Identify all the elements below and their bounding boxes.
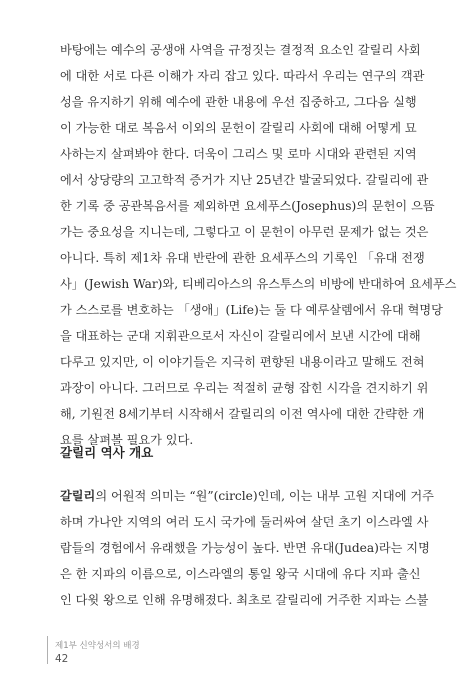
text-line: 에 대한 서로 다른 이해가 자리 잡고 있다. 따라서 우리는 연구의 객관	[60, 69, 425, 83]
text-line: 사하는지 살펴봐야 한다. 더욱이 그리스 및 로마 시대와 관련된 지역	[60, 147, 417, 161]
text-line: 과장이 아니다. 그러므로 우리는 적절히 균형 잡힌 시각을 견지하기 위	[60, 381, 429, 395]
text-line: 람들의 경험에서 유래했을 가능성이 높다. 반면 유대(Judea)라는 지명	[60, 541, 430, 555]
text-line: 을 대표하는 군대 지휘관으로서 자신이 갈릴리에서 보낸 시간에 대해	[60, 329, 421, 343]
text-line: 요를 살펴볼 필요가 있다.	[60, 433, 194, 447]
body-paragraph-2	[60, 483, 434, 613]
page-number: 42	[55, 653, 69, 665]
text-run: 의 어원적 의미는 “원”(circle)인데, 이는 내부 고원 지대에 거주	[95, 489, 434, 503]
section-heading: 갈릴리 역사 개요	[60, 445, 154, 460]
text-line: 성을 유지하기 위해 예수에 관한 내용에 우선 집중하고, 그다음 실행	[60, 95, 417, 109]
text-line: 하며 가나안 지역의 여러 도시 국가에 둘러싸여 살던 초기 이스라엘 사	[60, 515, 429, 529]
text-line: 이 가능한 대로 복음서 이외의 문헌이 갈릴리 사회에 대해 어떻게 묘	[60, 121, 417, 135]
text-line: 다루고 있지만, 이 이야기들은 지극히 편향된 내용이라고 말해도 전혀	[60, 355, 425, 369]
body-paragraph-1	[60, 37, 457, 453]
footer-divider	[47, 636, 48, 664]
running-title: 제1부 신약성서의 배경	[55, 641, 140, 651]
page-footer	[0, 636, 470, 676]
text-line: 아니다. 특히 제1차 유대 반란에 관한 요세푸스의 기록인 「유대 전쟁	[60, 251, 425, 265]
text-line	[60, 483, 434, 509]
text-line: 가 스스로를 변호하는 「생애」(Life)는 둘 다 예루살렘에서 유대 혁명당	[60, 303, 443, 317]
text-line: 에서 상당량의 고고학적 증거가 지난 25년간 발굴되었다. 갈릴리에 관	[60, 173, 429, 187]
text-line: 사」(Jewish War)와, 티베리아스의 유스투스의 비방에 반대하여 요세푸스	[60, 277, 457, 291]
text-line: 한 기록 중 공관복음서를 제외하면 요세푸스(Josephus)의 문헌이 으뜸	[60, 199, 435, 213]
text-line: 가는 중요성을 지니는데, 그렇다고 이 문헌이 아무런 문제가 없는 것은	[60, 225, 429, 239]
text-line: 바탕에는 예수의 공생애 사역을 규정짓는 결정적 요소인 갈릴리 사회	[60, 43, 421, 57]
bold-term: 갈릴리	[60, 489, 96, 503]
text-line: 은 한 지파의 이름으로, 이스라엘의 통일 왕국 시대에 유다 지파 출신	[60, 567, 421, 581]
text-line: 해, 기원전 8세기부터 시작해서 갈릴리의 이전 역사에 대한 간략한 개	[60, 407, 425, 421]
text-line: 인 다윗 왕으로 인해 유명해졌다. 최초로 갈릴리에 거주한 지파는 스불	[60, 593, 429, 607]
